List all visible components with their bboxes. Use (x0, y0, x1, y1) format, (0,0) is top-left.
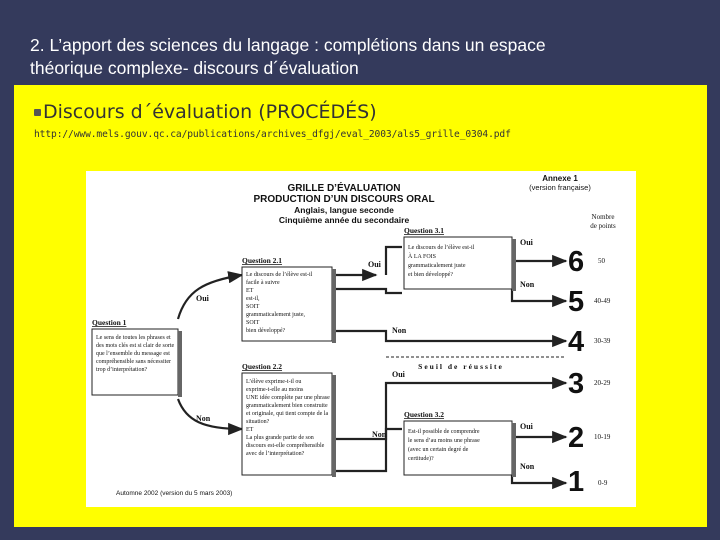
svg-text:L’élève exprime-t-il ou: L’élève exprime-t-il ou (246, 379, 302, 385)
svg-text:grammaticalement bien construi: grammaticalement bien construite (246, 403, 328, 409)
bullet-item (34, 101, 377, 123)
range-2: 10-19 (594, 433, 611, 441)
score-2: 2 (568, 422, 585, 454)
svg-text:certitude)?: certitude)? (408, 456, 434, 462)
score-1: 1 (568, 466, 585, 498)
evaluation-grid-drawing (86, 171, 636, 507)
q1-no-label: Non (196, 414, 211, 423)
q1-box-shadow (178, 331, 182, 397)
annex-version: (version française) (529, 183, 591, 192)
svg-text:Est-il possible de comprendre: Est-il possible de comprendre (408, 429, 480, 435)
range-5: 40-49 (594, 297, 611, 305)
q21-no-label: Non (392, 326, 407, 335)
svg-text:le sens d’au moins une phrase: le sens d’au moins une phrase (408, 438, 480, 444)
svg-text:avec de l’interprétation?: avec de l’interprétation? (246, 451, 305, 457)
score-6: 6 (568, 246, 585, 278)
svg-text:Le discours de l’élève est-il: Le discours de l’élève est-il (408, 245, 475, 251)
svg-text:grammaticalement juste: grammaticalement juste (408, 263, 466, 269)
q32-no-label: Non (520, 462, 535, 471)
score-column (568, 246, 584, 498)
q31-label: Question 3.1 (404, 226, 445, 235)
q32-box-shadow (512, 423, 516, 477)
q22-label: Question 2.2 (242, 362, 283, 371)
q32-label: Question 3.2 (404, 410, 445, 419)
annex-label: Annexe 1 (542, 174, 578, 183)
source-url[interactable]: http://www.mels.gouv.qc.ca/publications/archives_dfgj/eval_2003/als5_grille_0304.pdf (34, 129, 511, 140)
q1-yes-label: Oui (196, 294, 209, 303)
svg-text:ET: ET (246, 427, 254, 433)
points-header-1: Nombre (591, 213, 615, 221)
grid-title-4: Cinquième année du secondaire (278, 215, 410, 225)
q21-yes-label: Oui (368, 260, 381, 269)
score-5: 5 (568, 286, 585, 318)
q1-label: Question 1 (92, 318, 127, 327)
grid-title-3: Anglais, langue seconde (294, 205, 394, 215)
bullet-text: Discours d´évaluation (PROCÉDÉS) (43, 101, 377, 123)
threshold-label: Seuil de réussite (418, 362, 504, 371)
q21-label: Question 2.1 (242, 256, 283, 265)
svg-text:exprime-t-elle au moins: exprime-t-elle au moins (246, 387, 304, 393)
score-4: 4 (568, 326, 585, 358)
svg-text:trop d’interprétation?: trop d’interprétation? (96, 367, 148, 373)
q22-box-shadow (332, 375, 336, 477)
svg-text:grammaticalement juste,: grammaticalement juste, (246, 312, 305, 318)
svg-text:et bien développé?: et bien développé? (408, 272, 453, 278)
svg-text:La plus grande partie de son: La plus grande partie de son (246, 435, 314, 441)
points-header-2: de points (590, 222, 616, 230)
q31-yes-label: Oui (520, 238, 533, 247)
slide-title-line-1: 2. L’apport des sciences du langage : complétions dans un espace (30, 35, 546, 55)
content-area (14, 85, 707, 527)
range-1: 0-9 (598, 479, 608, 487)
svg-text:Le discours de l’élève est-il: Le discours de l’élève est-il (246, 272, 313, 278)
evaluation-grid-image (86, 171, 636, 507)
q32-yes-label: Oui (520, 422, 533, 431)
q21-box-shadow (332, 269, 336, 343)
q31-box-shadow (512, 239, 516, 291)
svg-text:SOIT: SOIT (246, 304, 260, 310)
svg-text:est-il,: est-il, (246, 296, 260, 302)
svg-text:que l’ensemble du message est: que l’ensemble du message est (96, 351, 170, 357)
svg-text:bien développé?: bien développé? (246, 328, 286, 334)
slide-title-line-2: théorique complexe- discours d´évaluation (30, 58, 359, 78)
grid-title (253, 181, 434, 225)
range-6: 50 (598, 257, 605, 265)
grid-title-1: GRILLE D’ÉVALUATION (287, 183, 401, 194)
svg-text:et originale, qui tient compte: et originale, qui tient compte de la (246, 411, 329, 417)
svg-text:discours est-elle compréhensib: discours est-elle compréhensible (246, 443, 325, 449)
svg-text:Le sens de toutes les phrases: Le sens de toutes les phrases et (96, 335, 171, 341)
score-3: 3 (568, 368, 585, 400)
svg-text:UNE idée complète par une phra: UNE idée complète par une phrase (246, 395, 330, 401)
range-4: 30-39 (594, 337, 611, 345)
q31-no-label: Non (520, 280, 535, 289)
points-column (594, 257, 611, 487)
svg-text:À LA FOIS: À LA FOIS (408, 254, 437, 260)
svg-text:facile à suivre: facile à suivre (246, 280, 280, 286)
svg-text:des mots clés est si clair de: des mots clés est si clair de sorte (96, 343, 175, 349)
grid-footer: Automne 2002 (version du 5 mars 2003) (116, 490, 233, 497)
grid-title-2: PRODUCTION D’UN DISCOURS ORAL (253, 194, 435, 205)
svg-text:compréhensible sans nécessiter: compréhensible sans nécessiter (96, 359, 171, 365)
svg-text:ET: ET (246, 288, 254, 294)
svg-text:situation?: situation? (246, 419, 270, 425)
slide-title (30, 34, 690, 80)
q22-yes-label: Oui (392, 370, 405, 379)
svg-text:SOIT: SOIT (246, 320, 260, 326)
bullet-icon (34, 109, 41, 116)
q22-no-label: Non (372, 430, 387, 439)
svg-text:(avec un certain degré de: (avec un certain degré de (408, 447, 469, 453)
range-3: 20-29 (594, 379, 611, 387)
